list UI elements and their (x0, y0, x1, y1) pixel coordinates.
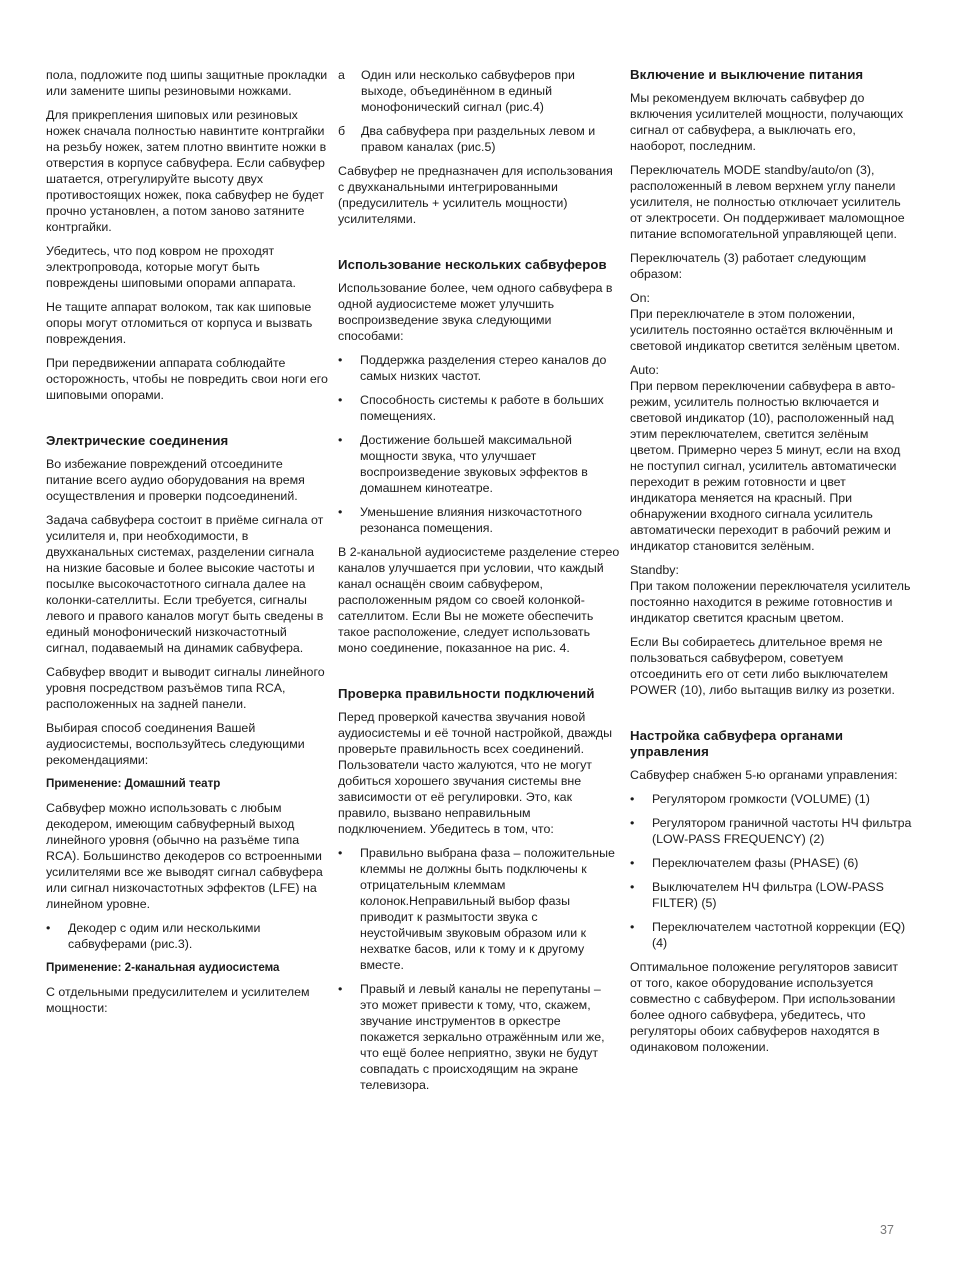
list-item-text: Выключателем НЧ фильтра (LOW-PASS FILTER) (5) (652, 880, 884, 910)
list-item-text: Декодер с одим или несколькими сабвуферами (рис.3). (68, 921, 261, 951)
list-item-text: Правильно выбрана фаза – положительные клеммы не должны быть подключены к отрицательным клеммам колонок.Неправильный выбор фазы приводит к размытости звука с неустойчивым звуковым образом или к нехватке басов, или к тому и к другому вместе. (360, 846, 615, 972)
paragraph: С отдельными предусилителем и усилителем мощности: (46, 985, 310, 1015)
paragraph: Для прикрепления шиповых или резиновых ножек сначала полностью навинтите контргайки на резьбу ножек, затем плотно ввинтите ножки в отверстия в корпусе сабвуфера. Если сабвуфер шатается, отрегулируйте высоту двух противостоящих ножек, пока сабвуфер не будет прочно установлен, а потом заново затяните контргайки. (46, 108, 327, 234)
bullet-list (46, 920, 328, 952)
list-item-text: Переключателем фазы (PHASE) (6) (652, 856, 859, 870)
bullet-marker: • (338, 505, 343, 519)
list-item-text: Уменьшение влияния низкочастотного резонанса помещения. (360, 505, 582, 535)
bullet-marker: • (630, 816, 635, 830)
column-1 (46, 67, 328, 1024)
mode-standby (630, 562, 912, 626)
column-2 (338, 67, 620, 1101)
list-item (338, 352, 620, 384)
paragraph: Выбирая способ соединения Вашей аудиосистемы, воспользуйтесь следующими рекомендациями: (46, 721, 305, 767)
paragraph: пола, подложите под шипы защитные прокладки или замените шипы резиновыми ножками. (46, 68, 328, 98)
list-item (338, 981, 620, 1093)
list-item (338, 123, 620, 155)
list-letter: б (338, 124, 346, 138)
bullet-marker: • (630, 792, 635, 806)
paragraph: Переключатель MODE standby/auto/on (3), расположенный в левом верхнем углу панели усилителя, не полностью отключает усилитель от электросети. Он поддерживает маломощное питание вспомогательной управляющей цепи. (630, 163, 905, 241)
subheading-2-channel: Применение: 2-канальная аудиосистема (46, 961, 280, 974)
paragraph: Убедитесь, что под ковром не проходят электропровода, которые могут быть повреждены шиповыми опорами аппарата. (46, 244, 296, 290)
mode-description: При первом переключении сабвуфера в авто-режим, усилитель полностью включается и световой индикатор (10), расположенный над этим переключателем, светится зелёным цветом. Примерно через 5 минут, если на вход не поступил сигнал, усилитель автоматически переходит в режим готовности и цвет индикатора меняется на красный. При обнаружении входного сигнала усилитель автоматически переходит в рабочий режим и индикатор становится зелёным. (630, 379, 901, 553)
list-item-text: Регулятором граничной частоты НЧ фильтра (LOW-PASS FREQUENCY) (2) (652, 816, 912, 846)
list-item (46, 920, 328, 952)
paragraph: Сабвуфер снабжен 5-ю органами управления: (630, 768, 898, 782)
mode-auto (630, 362, 912, 554)
bullet-marker: • (630, 920, 635, 934)
paragraph: Задача сабвуфера состоит в приёме сигнала от усилителя и, при необходимости, в двухканальных системах, разделении сигнала на низкие басовые и более высокие частоты и посылке высокочастотного сигнала далее на колонки-сателлиты. Если требуется, сигналы левого и правого каналов могут быть сведены в единый монофонический низкочастотный сигнал, подаваемый на динамик сабвуфера. (46, 513, 324, 655)
list-item (338, 845, 620, 973)
bullet-marker: • (338, 982, 343, 996)
list-item-text: Один или несколько сабвуферов при выходе, объединённом в единый монофонический сигнал (рис.4) (361, 68, 575, 114)
paragraph: Во избежание повреждений отсоедините питание всего аудио оборудования на время осуществления и проверки подсоединений. (46, 457, 305, 503)
column-3 (630, 67, 912, 1063)
bullet-list (338, 845, 620, 1093)
paragraph: Сабвуфер вводит и выводит сигналы линейного уровня посредством разъёмов типа RCA, расположенных на задней панели. (46, 665, 325, 711)
mode-label: Auto: (630, 363, 659, 377)
list-item-text: Регулятором громкости (VOLUME) (1) (652, 792, 870, 806)
paragraph: Переключатель (3) работает следующим образом: (630, 251, 867, 281)
list-letter: а (338, 68, 345, 82)
heading-connection-check: Проверка правильности подключений (338, 686, 595, 701)
list-item (338, 432, 620, 496)
paragraph: Сабвуфер можно использовать с любым декодером, имеющим сабвуферный выход линейного уровня (обычно на разъёме типа RCA). Большинство декодеров со встроенными усилителями все же выводят сигнал сабвуфера или сигнал низкочастотных эффектов (LFE) на линейном уровне. (46, 801, 323, 911)
paragraph: Если Вы собираетесь длительное время не пользоваться сабвуфером, советуем отсоединить его от сети либо выключателем POWER (10), либо вытащив вилку из розетки. (630, 635, 895, 697)
list-item-text: Переключателем частотной коррекции (EQ) (4) (652, 920, 906, 950)
bullet-list (338, 352, 620, 536)
list-item-text: Поддержка разделения стерео каналов до самых низких частот. (360, 353, 607, 383)
mode-on (630, 290, 912, 354)
paragraph: При передвижении аппарата соблюдайте осторожность, чтобы не повредить свои ноги его шиповыми опорами. (46, 356, 328, 402)
lettered-list (338, 67, 620, 155)
paragraph: Мы рекомендуем включать сабвуфер до включения усилителей мощности, получающих сигнал от сабвуфера, а выключать его, наоборот, последним. (630, 91, 904, 153)
mode-label: On: (630, 291, 650, 305)
list-item-text: Правый и левый каналы не перепутаны – это может привести к тому, что, скажем, звучание инструментов в оркестре покажется зеркально отражённым или же, что ещё более неприятно, звуки не будут совпадать с происходящим на экране телевизора. (360, 982, 605, 1092)
list-item-text: Способность системы к работе в больших помещениях. (360, 393, 604, 423)
mode-label: Standby: (630, 563, 679, 577)
list-item (630, 855, 912, 871)
bullet-list (630, 791, 912, 951)
bullet-marker: • (338, 433, 343, 447)
list-item (630, 879, 912, 911)
paragraph: Оптимальное положение регуляторов зависит от того, какое оборудование используется совместно с сабвуфером. При использовании более одного сабвуфера, убедитесь, что регуляторы обоих сабвуферов находятся в одинаковом положении. (630, 960, 899, 1054)
heading-power-on-off: Включение и выключение питания (630, 67, 864, 82)
list-item (338, 504, 620, 536)
bullet-marker: • (338, 353, 343, 367)
list-item (630, 791, 912, 807)
page-number: 37 (880, 1223, 894, 1237)
subheading-home-theatre: Применение: Домашний театр (46, 777, 221, 790)
heading-electric-connections: Электрические соединения (46, 433, 229, 448)
paragraph: Не тащите аппарат волоком, так как шиповые опоры могут отломиться от корпуса и вызвать повреждения. (46, 300, 313, 346)
mode-description: При переключателе в этом положении, усилитель постоянно остаётся включённым и световой индикатор светится зелёным цветом. (630, 307, 901, 353)
list-item (630, 919, 912, 951)
list-item (338, 392, 620, 424)
bullet-marker: • (46, 921, 51, 935)
paragraph: Перед проверкой качества звучания новой аудиосистемы и её точной настройкой, дважды проверьте правильность всех соединений. Пользователи часто жалуются, что не могут добиться хорошего звучания системы вне зависимости от её регулировки. Это, как правило, вызвано неправильным подключением. Убедитесь в том, что: (338, 710, 613, 836)
mode-description: При таком положении переключателя усилитель постоянно находится в режиме готовностив и индикатор светится красным цветом. (630, 579, 911, 625)
list-item-text: Достижение большей максимальной мощности звука, что улучшает воспроизведение звуковых эффектов в домашнем кинотеатре. (360, 433, 588, 495)
paragraph: Использование более, чем одного сабвуфера в одной аудиосистеме может улучшить воспроизведение звука следующими способами: (338, 281, 613, 343)
list-item-text: Два сабвуфера при раздельных левом и правом каналах (рис.5) (361, 124, 596, 154)
list-item (338, 67, 620, 115)
bullet-marker: • (630, 856, 635, 870)
paragraph: Сабвуфер не предназначен для использования с двухканальными интегрированными (предусилитель + усилитель мощности) усилителями. (338, 164, 613, 226)
heading-multiple-subwoofers: Использование нескольких сабвуферов (338, 257, 607, 272)
bullet-marker: • (630, 880, 635, 894)
bullet-marker: • (338, 846, 343, 860)
heading-controls-setup: Настройка сабвуфера органами управления (630, 728, 844, 759)
paragraph: В 2-канальной аудиосистеме разделение стерео каналов улучшается при условии, что каждый канал оснащён своим сабвуфером, расположенным рядом со своей колонкой-сателлитом. Если Вы не можете обеспечить такое расположение, следует использовать моно соединение, показанное на рис. 4. (338, 545, 620, 655)
bullet-marker: • (338, 393, 343, 407)
list-item (630, 815, 912, 847)
